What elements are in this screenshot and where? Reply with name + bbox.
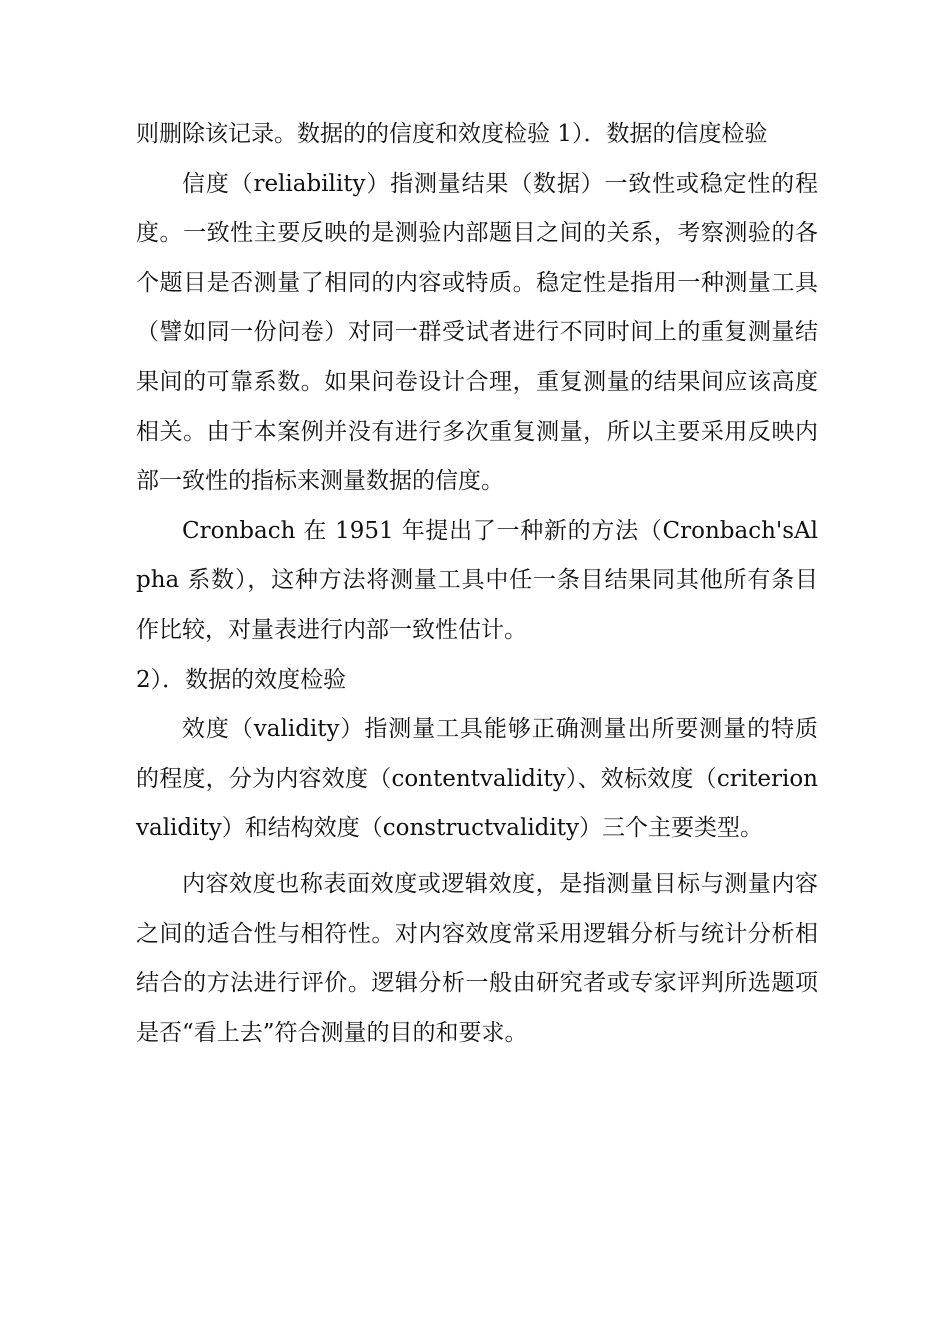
paragraph-cronbach-alpha: Cronbach 在 1951 年提出了一种新的方法（Cronbach'sAlpha 系数），这种方法将测量工具中任一条目结果同其他所有条目作比较，对量表进行内部一致性估计。 [136, 517, 818, 643]
paragraph-continuation: 则删除该记录。数据的的信度和效度检验 1）．数据的信度检验 [136, 121, 768, 147]
paragraph-reliability-definition: 信度（reliability）指测量结果（数据）一致性或稳定性的程度。一致性主要反映的是测验内部题目之间的关系，考察测验的各个题目是否测量了相同的内容或特质。稳定性是指用一种测量工具（譬如同一份问卷）对同一群受试者进行不同时间上的重复测量结果间的可靠系数。如果问卷设计合理，重复测量的结果间应该高度相关。由于本案例并没有进行多次重复测量，所以主要采用反映内部一致性的指标来测量数据的信度。 [136, 170, 818, 495]
heading-validity-test: 2）．数据的效度检验 [136, 666, 347, 693]
paragraph-content-validity: 内容效度也称表面效度或逻辑效度，是指测量目标与测量内容之间的适合性与相符性。对内容效度常采用逻辑分析与统计分析相结合的方法进行评价。逻辑分析一般由研究者或专家评判所选题项是否“看上去”符合测量的目的和要求。 [136, 870, 818, 1046]
paragraph-validity-definition: 效度（validity）指测量工具能够正确测量出所要测量的特质的程度，分为内容效度（contentvalidity）、效标效度（criterionvalidity）和结构效度（constructvalidity）三个主要类型。 [136, 716, 818, 842]
body-text [136, 110, 818, 1058]
